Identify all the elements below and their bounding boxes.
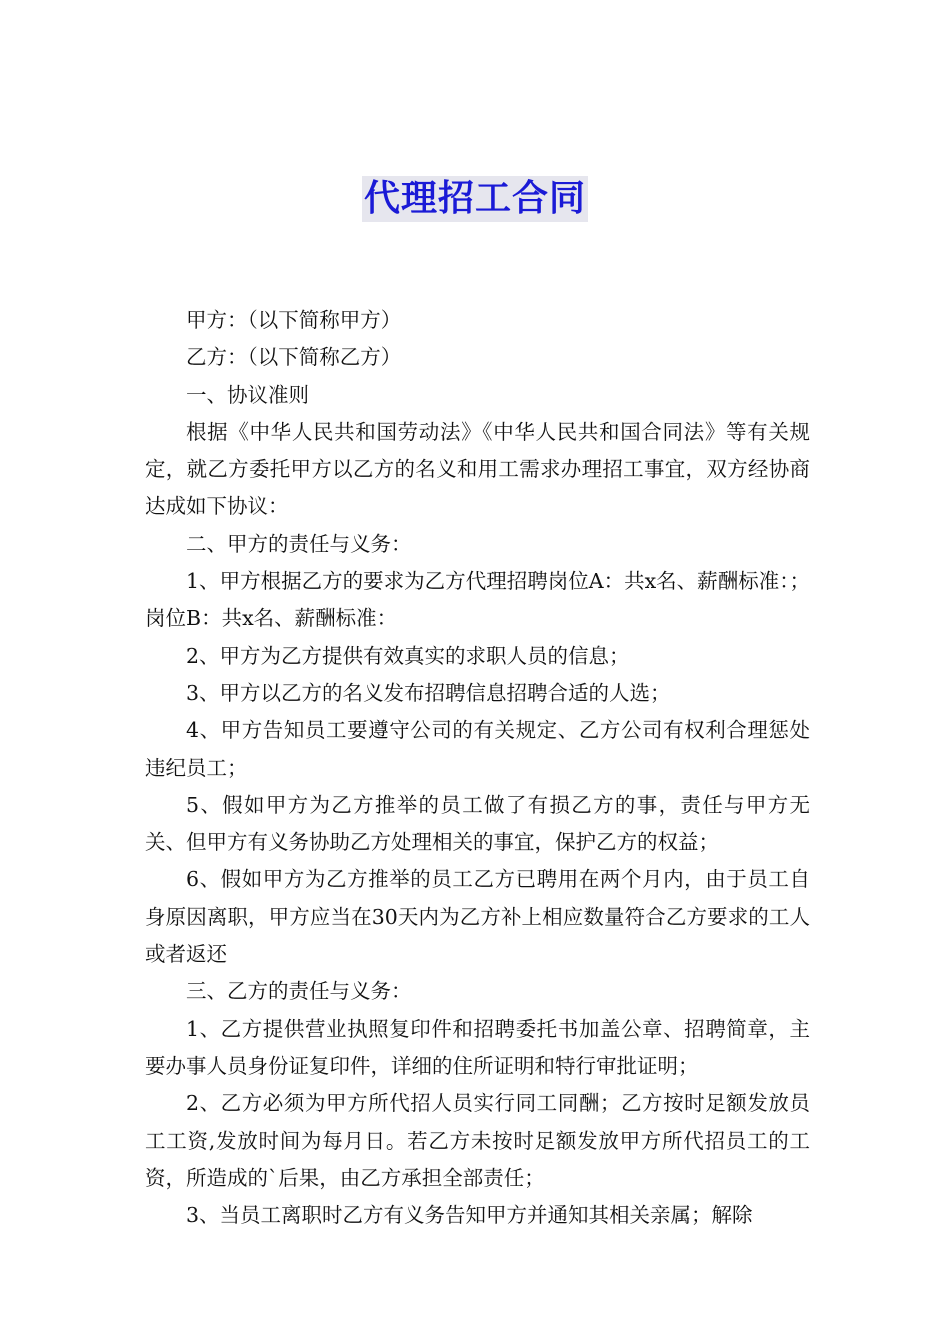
party-b-line: 乙方：（以下简称乙方） bbox=[186, 345, 402, 370]
title-container bbox=[0, 176, 950, 222]
section-heading: 二、甲方的责任与义务： bbox=[186, 531, 412, 556]
clause: 6、假如甲方为乙方推举的员工乙方已聘用在两个月内，由于员工自身原因离职，甲方应当在30天内为乙方补上相应数量符合乙方要求的工人或者返还 bbox=[145, 867, 810, 967]
document-body bbox=[145, 302, 810, 1234]
party-a-line: 甲方：（以下简称甲方） bbox=[186, 308, 402, 332]
clause: 3、当员工离职时乙方有义务告知甲方并通知其相关亲属；解除 bbox=[186, 1203, 753, 1228]
clause: 3、甲方以乙方的名义发布招聘信息招聘合适的人选； bbox=[186, 680, 671, 705]
clause: 4、甲方告知员工要遵守公司的有关规定、乙方公司有权利合理惩处违纪员工； bbox=[145, 718, 810, 780]
section-heading: 三、乙方的责任与义务： bbox=[186, 979, 412, 1004]
clause: 2、甲方为乙方提供有效真实的求职人员的信息； bbox=[186, 643, 630, 668]
clause: 1、乙方提供营业执照复印件和招聘委托书加盖公章、招聘简章，主要办事人员身份证复印件，详细的住所证明和特行审批证明； bbox=[145, 1016, 810, 1078]
document-title: 代理招工合同 bbox=[362, 176, 588, 222]
clause: 1、甲方根据乙方的要求为乙方代理招聘岗位A：共x名、薪酬标准：；岗位B：共x名、薪酬标准： bbox=[145, 569, 810, 631]
paragraph: 根据《中华人民共和国劳动法》《中华人民共和国合同法》等有关规定，就乙方委托甲方以乙方的名义和用工需求办理招工事宜，双方经协商达成如下协议： bbox=[145, 419, 810, 519]
section-heading: 一、协议准则 bbox=[186, 382, 309, 407]
clause: 5、假如甲方为乙方推举的员工做了有损乙方的事，责任与甲方无关、但甲方有义务协助乙方处理相关的事宜，保护乙方的权益； bbox=[145, 792, 810, 855]
clause: 2、乙方必须为甲方所代招人员实行同工同酬；乙方按时足额发放员工工资,发放时间为每月日。若乙方未按时足额发放甲方所代招员工的工资，所造成的`后果，由乙方承担全部责任； bbox=[145, 1091, 810, 1190]
